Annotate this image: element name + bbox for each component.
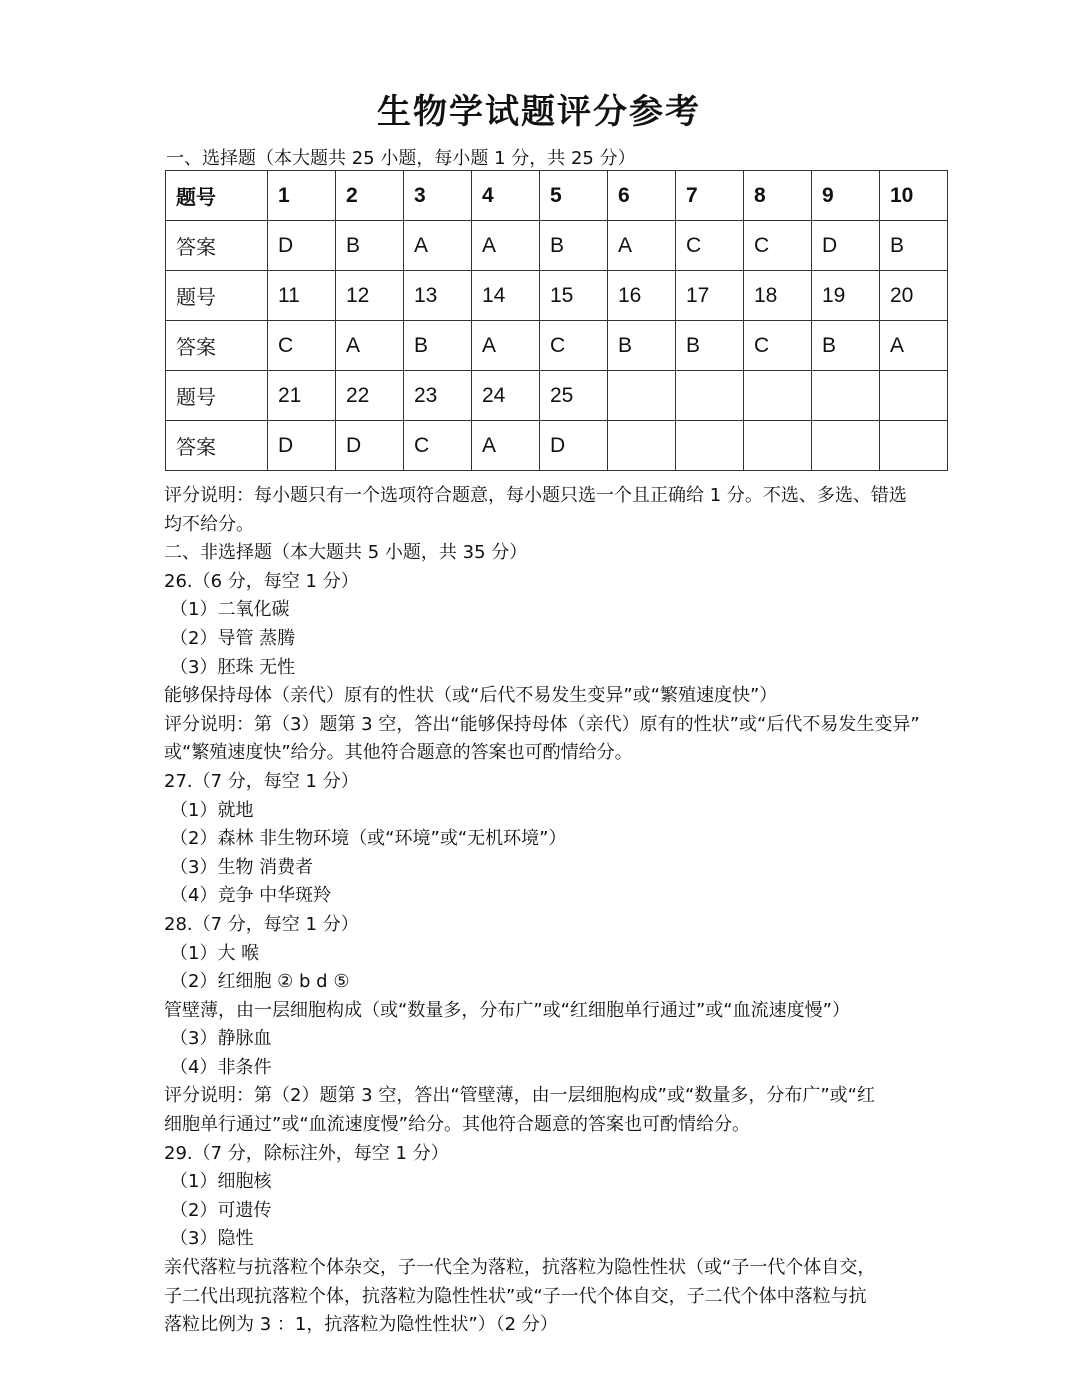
- answer-body: [164, 482, 944, 1340]
- table-cell: B: [676, 321, 744, 371]
- table-cell: 8: [744, 171, 812, 221]
- text-line: 26.（6 分，每空 1 分）: [164, 570, 359, 592]
- text-line: （4）竞争 中华斑羚: [170, 885, 332, 907]
- text-line: 均不给分。: [164, 513, 254, 535]
- table-cell: 21: [268, 371, 336, 421]
- table-cell: A: [472, 321, 540, 371]
- text-line: 子二代出现抗落粒个体，抗落粒为隐性性状”或“子一代个体自交，子二代个体中落粒与抗: [164, 1285, 867, 1307]
- text-line: （4）非条件: [170, 1056, 272, 1078]
- table-cell: A: [472, 421, 540, 471]
- table-cell: 1: [268, 171, 336, 221]
- table-cell: 3: [404, 171, 472, 221]
- table-cell: 15: [540, 271, 608, 321]
- table-cell: 16: [608, 271, 676, 321]
- table-cell: C: [744, 321, 812, 371]
- table-row-answers: [166, 421, 948, 471]
- table-cell: [744, 371, 812, 421]
- table-cell: 18: [744, 271, 812, 321]
- text-line: （3）静脉血: [170, 1028, 272, 1050]
- table-cell: [880, 371, 948, 421]
- row-header-answer: 答案: [166, 421, 268, 471]
- table-cell: D: [812, 221, 880, 271]
- table-cell: A: [336, 321, 404, 371]
- page-title: 生物学试题评分参考: [377, 92, 701, 132]
- table-cell: [676, 421, 744, 471]
- table-cell: 19: [812, 271, 880, 321]
- table-row-question-numbers: [166, 271, 948, 321]
- text-line: 亲代落粒与抗落粒个体杂交，子一代全为落粒，抗落粒为隐性性状（或“子一代个体自交，: [164, 1257, 876, 1279]
- text-line: （1）大 喉: [170, 942, 260, 964]
- row-header-question-number: 题号: [166, 171, 268, 221]
- answer-table: [165, 170, 948, 471]
- table-cell: 20: [880, 271, 948, 321]
- text-line: 能够保持母体（亲代）原有的性状（或“后代不易发生变异”或“繁殖速度快”）: [164, 685, 778, 707]
- text-line: （3）生物 消费者: [170, 856, 314, 878]
- text-line: （1）细胞核: [170, 1171, 272, 1193]
- table-cell: [608, 371, 676, 421]
- table-cell: 25: [540, 371, 608, 421]
- table-cell: 13: [404, 271, 472, 321]
- text-line: 29.（7 分，除标注外，每空 1 分）: [164, 1142, 449, 1164]
- table-cell: C: [540, 321, 608, 371]
- table-cell: B: [880, 221, 948, 271]
- table-cell: B: [404, 321, 472, 371]
- table-cell: C: [676, 221, 744, 271]
- table-cell: C: [404, 421, 472, 471]
- table-row-answers: [166, 221, 948, 271]
- table-cell: A: [404, 221, 472, 271]
- table-cell: 14: [472, 271, 540, 321]
- table-row-answers: [166, 321, 948, 371]
- row-header-answer: 答案: [166, 321, 268, 371]
- table-cell: 9: [812, 171, 880, 221]
- table-cell: D: [336, 421, 404, 471]
- text-line: 28.（7 分，每空 1 分）: [164, 913, 359, 935]
- table-cell: D: [268, 421, 336, 471]
- text-line: 二、非选择题（本大题共 5 小题，共 35 分）: [164, 542, 528, 564]
- table-cell: [812, 371, 880, 421]
- text-line: （3）隐性: [170, 1228, 254, 1250]
- text-line: 评分说明：第（3）题第 3 空，答出“能够保持母体（亲代）原有的性状”或“后代不易发生变异”: [164, 713, 920, 735]
- text-line: （1）就地: [170, 799, 254, 821]
- text-line: 评分说明：每小题只有一个选项符合题意，每小题只选一个且正确给 1 分。不选、多选、错选: [164, 485, 907, 506]
- table-cell: D: [268, 221, 336, 271]
- table-cell: 5: [540, 171, 608, 221]
- table-cell: B: [336, 221, 404, 271]
- text-line: （2）红细胞 ② b d ⑤: [170, 971, 350, 993]
- text-line: 或“繁殖速度快”给分。其他符合题意的答案也可酌情给分。: [164, 742, 633, 764]
- table-cell: 7: [676, 171, 744, 221]
- table-row-question-numbers: [166, 371, 948, 421]
- table-cell: 12: [336, 271, 404, 321]
- text-line: 评分说明：第（2）题第 3 空，答出“管壁薄，由一层细胞构成”或“数量多，分布广”或“红: [164, 1085, 875, 1107]
- text-line: 落粒比例为 3 ：1，抗落粒为隐性性状”）（2 分）: [164, 1314, 558, 1336]
- table-cell: 11: [268, 271, 336, 321]
- text-line: （1）二氧化碳: [170, 599, 290, 621]
- text-line: （2）可遗传: [170, 1199, 272, 1221]
- table-cell: B: [812, 321, 880, 371]
- row-header-question-number: 题号: [166, 371, 268, 421]
- table-cell: 6: [608, 171, 676, 221]
- table-cell: [676, 371, 744, 421]
- table-cell: C: [744, 221, 812, 271]
- table-cell: 2: [336, 171, 404, 221]
- table-cell: [744, 421, 812, 471]
- table-cell: 23: [404, 371, 472, 421]
- table-row-question-numbers: [166, 171, 948, 221]
- table-cell: 4: [472, 171, 540, 221]
- table-cell: A: [608, 221, 676, 271]
- table-cell: [880, 421, 948, 471]
- table-cell: 22: [336, 371, 404, 421]
- table-cell: A: [472, 221, 540, 271]
- row-header-answer: 答案: [166, 221, 268, 271]
- table-cell: [608, 421, 676, 471]
- table-cell: [812, 421, 880, 471]
- table-cell: D: [540, 421, 608, 471]
- table-cell: 24: [472, 371, 540, 421]
- text-line: （2）导管 蒸腾: [170, 627, 296, 649]
- text-line: 管壁薄，由一层细胞构成（或“数量多，分布广”或“红细胞单行通过”或“血流速度慢”）: [164, 999, 850, 1021]
- section-heading-choice: 一、选择题（本大题共 25 小题，每小题 1 分，共 25 分）: [166, 148, 636, 169]
- table-cell: C: [268, 321, 336, 371]
- text-line: 27.（7 分，每空 1 分）: [164, 770, 359, 792]
- table-cell: B: [608, 321, 676, 371]
- table-cell: 17: [676, 271, 744, 321]
- text-line: （3）胚珠 无性: [170, 656, 296, 678]
- table-cell: 10: [880, 171, 948, 221]
- text-line: （2）森林 非生物环境（或“环境”或“无机环境”）: [170, 828, 567, 850]
- table-cell: B: [540, 221, 608, 271]
- text-line: 细胞单行通过”或“血流速度慢”给分。其他符合题意的答案也可酌情给分。: [164, 1114, 750, 1136]
- row-header-question-number: 题号: [166, 271, 268, 321]
- table-cell: A: [880, 321, 948, 371]
